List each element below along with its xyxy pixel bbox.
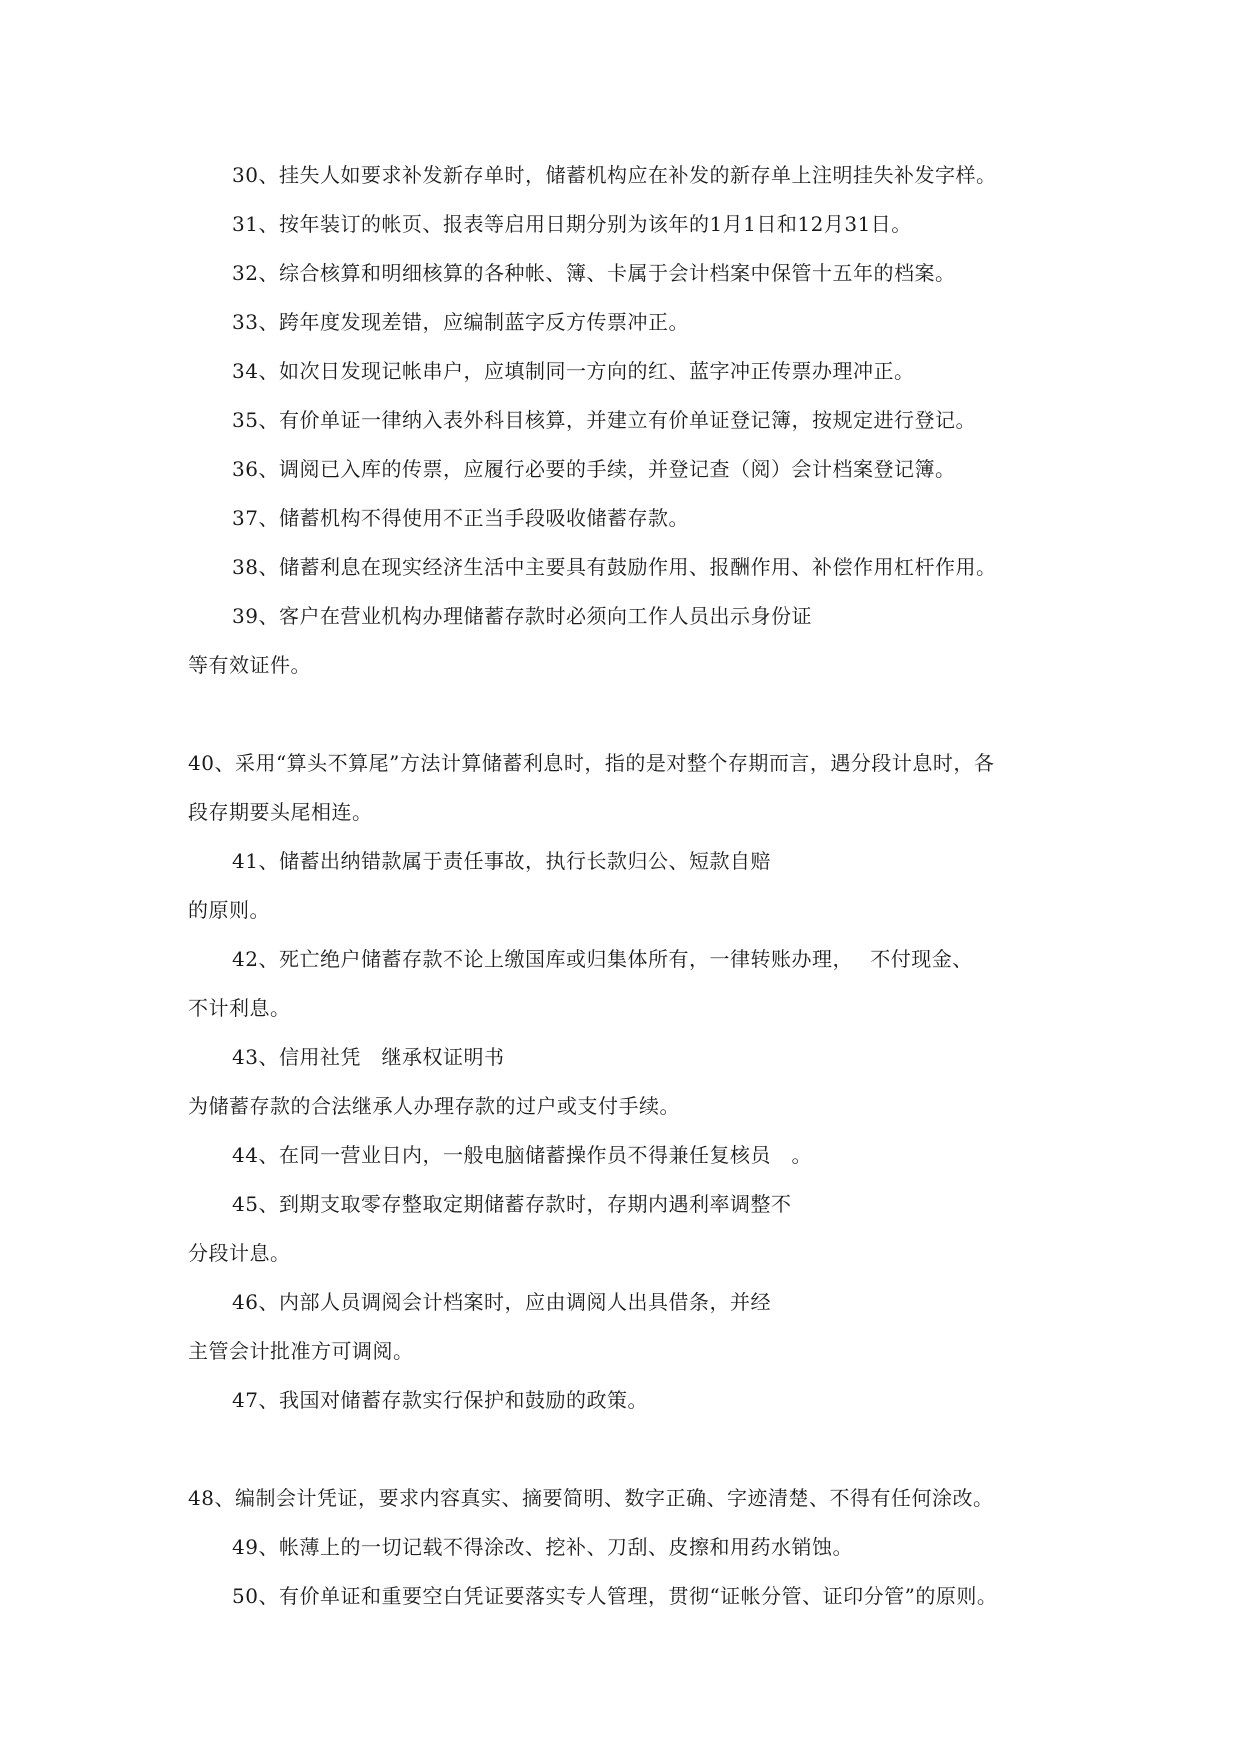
- item-31: 31、按年装订的帐页、报表等启用日期分别为该年的1月1日和12月31日。: [232, 212, 912, 236]
- item-30: 30、挂失人如要求补发新存单时，储蓄机构应在补发的新存单上注明挂失补发字样。: [232, 163, 997, 187]
- item-33: 33、跨年度发现差错，应编制蓝字反方传票冲正。: [232, 310, 689, 334]
- item-47: 47、我国对储蓄存款实行保护和鼓励的政策。: [232, 1388, 648, 1412]
- item-42-line1: 42、死亡绝户储蓄存款不论上缴国库或归集体所有，一律转账办理， 不付现金、: [232, 947, 973, 971]
- item-41-line1: 41、储蓄出纳错款属于责任事故，执行长款归公、短款自赔: [232, 849, 771, 873]
- item-45-line1: 45、到期支取零存整取定期储蓄存款时，存期内遇利率调整不: [232, 1192, 792, 1216]
- item-32: 32、综合核算和明细核算的各种帐、簿、卡属于会计档案中保管十五年的档案。: [232, 261, 956, 285]
- item-45-line2: 分段计息。: [188, 1241, 291, 1265]
- item-46-line2: 主管会计批准方可调阅。: [188, 1339, 414, 1363]
- item-38: 38、储蓄利息在现实经济生活中主要具有鼓励作用、报酬作用、补偿作用杠杆作用。: [232, 555, 997, 579]
- item-39-line1: 39、客户在营业机构办理储蓄存款时必须向工作人员出示身份证: [232, 604, 812, 628]
- item-37: 37、储蓄机构不得使用不正当手段吸收储蓄存款。: [232, 506, 689, 530]
- item-46-line1: 46、内部人员调阅会计档案时，应由调阅人出具借条，并经: [232, 1290, 771, 1314]
- item-39-line2: 等有效证件。: [188, 653, 311, 677]
- item-36: 36、调阅已入库的传票，应履行必要的手续，并登记查（阅）会计档案登记簿。: [232, 457, 956, 481]
- item-43-line1: 43、信用社凭 继承权证明书: [232, 1045, 505, 1069]
- item-43-line2: 为储蓄存款的合法继承人办理存款的过户或支付手续。: [188, 1094, 680, 1118]
- item-34: 34、如次日发现记帐串户，应填制同一方向的红、蓝字冲正传票办理冲正。: [232, 359, 915, 383]
- item-48: 48、编制会计凭证，要求内容真实、摘要简明、数字正确、字迹清楚、不得有任何涂改。: [188, 1486, 994, 1510]
- item-50: 50、有价单证和重要空白凭证要落实专人管理，贯彻“证帐分管、证印分管”的原则。: [232, 1584, 998, 1608]
- item-40-line1: 40、采用“算头不算尾”方法计算储蓄利息时，指的是对整个存期而言，遇分段计息时，各: [188, 751, 995, 775]
- item-44: 44、在同一营业日内，一般电脑储蓄操作员不得兼任复核员 。: [232, 1143, 812, 1167]
- item-49: 49、帐薄上的一切记载不得涂改、挖补、刀刮、皮擦和用药水销蚀。: [232, 1535, 853, 1559]
- item-40-line2: 段存期要头尾相连。: [188, 800, 373, 824]
- item-35: 35、有价单证一律纳入表外科目核算，并建立有价单证登记簿，按规定进行登记。: [232, 408, 976, 432]
- item-41-line2: 的原则。: [188, 898, 270, 922]
- item-42-line2: 不计利息。: [188, 996, 291, 1020]
